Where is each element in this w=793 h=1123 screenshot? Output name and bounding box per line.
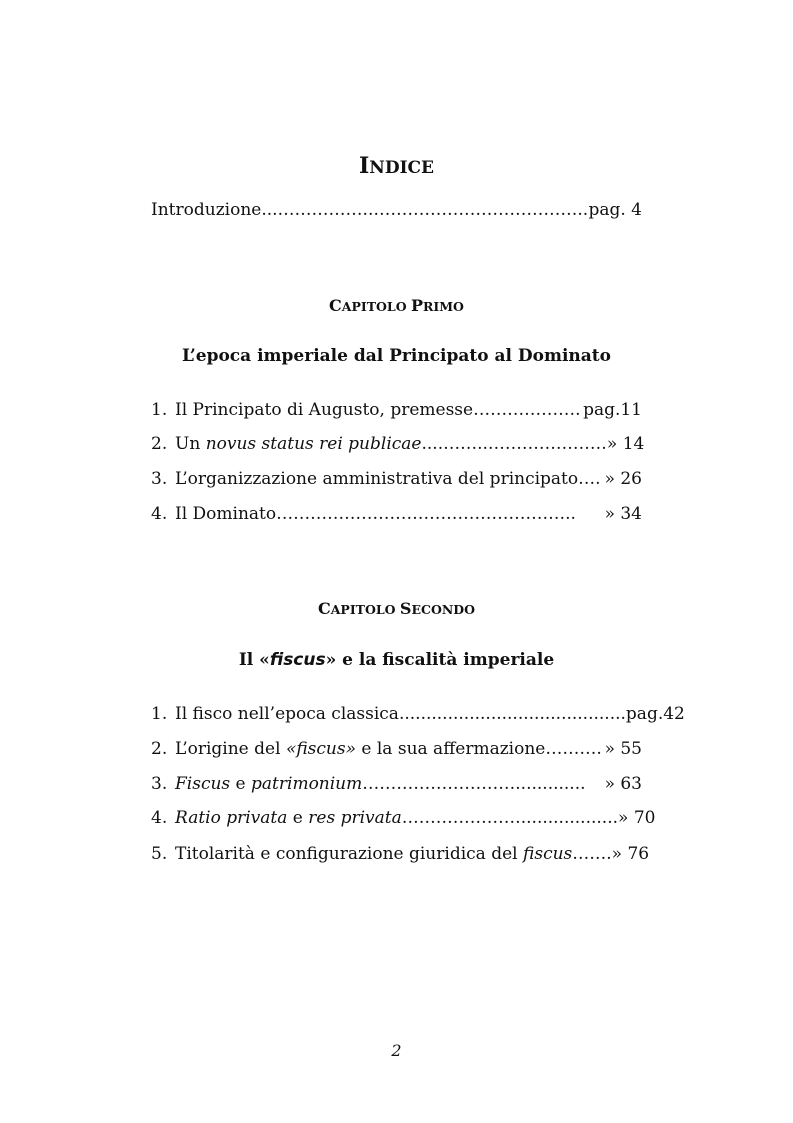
toc-entry: 2. L’origine del «fiscus» e la sua affermazione ………. » 55 [151, 739, 642, 759]
toc-entry-introduction: Introduzione ...……………..……………………………….. pag. 4 [151, 200, 642, 220]
toc-entry: 1. Il Principato di Augusto, premesse ………………. pag.11 [151, 400, 642, 420]
page-number: 2 [391, 1041, 402, 1060]
toc-entry: 1. Il fisco nell’epoca classica .......................................... pag.42 [151, 704, 685, 724]
toc-entry: 2. Un novus status rei publicae ....……..………………… » 14 [151, 434, 645, 454]
toc-entry: 3. Fiscus e patrimonium ………………………............. » 63 [151, 774, 642, 794]
index-heading: INDICE [358, 153, 435, 179]
chapter-title-1: L’epoca imperiale dal Principato al Dominato [181, 346, 612, 366]
chapter-title-2: Il «fiscus» e la fiscalità imperiale [238, 650, 555, 670]
toc-entry: 3. L’organizzazione amministrativa del principato …. » 26 [151, 469, 642, 489]
toc-entry: 4. Il Dominato …………………………………………….. » 34 [151, 504, 642, 524]
chapter-label-1: CAPITOLO PRIMO [329, 296, 464, 315]
toc-entry: 4. Ratio privata e res privata ………………….................. » 70 [151, 808, 656, 828]
toc-entry: 5. Titolarità e configurazione giuridica del fiscus ……. » 76 [151, 844, 650, 864]
chapter-label-2: CAPITOLO SECONDO [318, 599, 475, 618]
